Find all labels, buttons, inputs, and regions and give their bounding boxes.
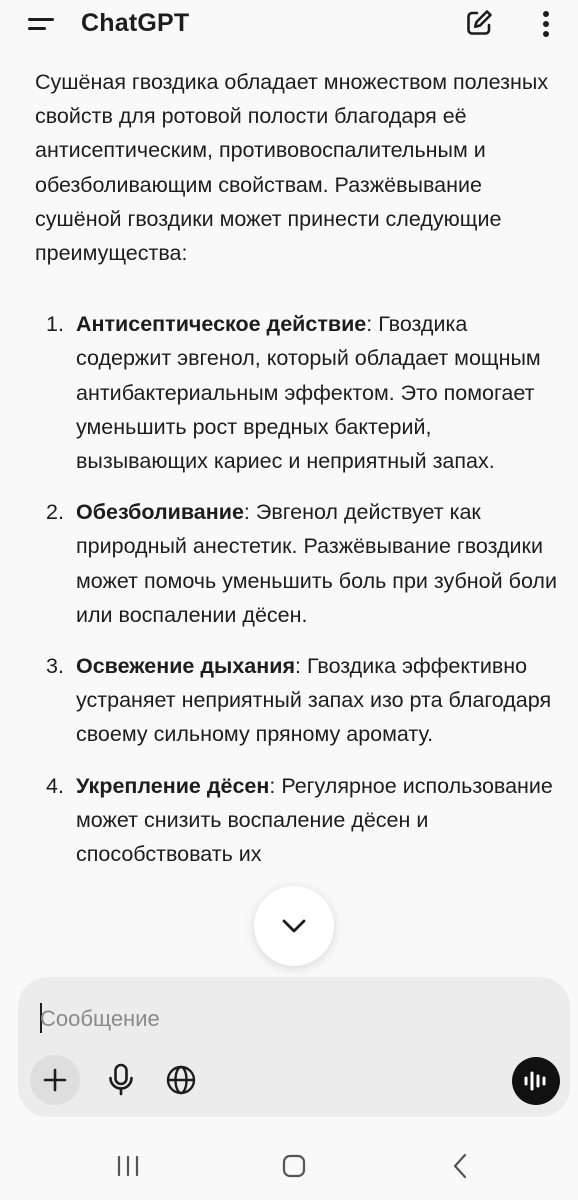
app-title: ChatGPT bbox=[81, 9, 190, 37]
list-item-number: 1. bbox=[46, 312, 64, 337]
add-attachment-button[interactable] bbox=[30, 1055, 80, 1105]
menu-icon-line bbox=[28, 27, 46, 30]
list-item-text: : Регулярное использование может снизить воспаление дёсен и способствовать их bbox=[76, 773, 553, 867]
mic-icon bbox=[106, 1063, 136, 1097]
list-item bbox=[35, 307, 560, 478]
list-item-title: Освежение дыхания bbox=[76, 654, 296, 679]
menu-button[interactable] bbox=[22, 9, 62, 41]
more-vertical-icon bbox=[532, 6, 560, 42]
edit-icon bbox=[462, 6, 496, 40]
list-item-text: : Эвгенол действует как природный анестетик. Разжёвывание гвоздики может помочь уменьшить боль при зубной боли или воспалении дёсен. bbox=[76, 500, 557, 627]
list-item-title: Обезболивание bbox=[76, 500, 244, 525]
new-chat-button[interactable] bbox=[462, 6, 496, 40]
scroll-down-button[interactable] bbox=[254, 886, 334, 966]
benefits-list bbox=[35, 307, 560, 871]
home-icon bbox=[270, 1148, 318, 1184]
globe-icon bbox=[165, 1064, 197, 1096]
list-item-title: Укрепление дёсен bbox=[76, 773, 270, 798]
nav-back-button[interactable] bbox=[436, 1148, 484, 1184]
top-bar bbox=[0, 0, 578, 50]
list-item-title: Антисептическое действие bbox=[76, 312, 367, 337]
dictate-button[interactable] bbox=[100, 1059, 142, 1101]
back-icon bbox=[436, 1148, 484, 1184]
list-item-number: 2. bbox=[46, 500, 64, 525]
chevron-down-icon bbox=[279, 911, 309, 941]
web-search-button[interactable] bbox=[160, 1059, 202, 1101]
assistant-message bbox=[35, 65, 560, 977]
list-item-number: 3. bbox=[46, 654, 64, 679]
list-item bbox=[35, 649, 560, 752]
list-item-text: : Гвоздика эффективно устраняет неприятный запах изо рта благодаря своему сильному пряному аромату. bbox=[76, 654, 552, 747]
list-item bbox=[35, 769, 560, 872]
nav-home-button[interactable] bbox=[270, 1148, 318, 1184]
nav-recents-button[interactable] bbox=[104, 1148, 152, 1184]
list-item bbox=[35, 495, 560, 632]
list-item-text: : Гвоздика содержит эвгенол, который обладает мощным антибактериальным эффектом. Это помогает уменьшить рост вредных бактерий, вызывающих кариес и неприятный запах. bbox=[76, 312, 541, 474]
voice-mode-button[interactable] bbox=[512, 1057, 560, 1105]
list-item-number: 4. bbox=[46, 773, 64, 798]
message-input[interactable] bbox=[40, 1001, 500, 1037]
recents-icon bbox=[104, 1148, 152, 1184]
system-navigation-bar bbox=[0, 1130, 578, 1200]
more-options-button[interactable] bbox=[532, 6, 560, 42]
message-intro: Сушёная гвоздика обладает множеством полезных свойств для ротовой полости благодаря её антисептическим, противовоспалительным и обезболивающим свойствам. Разжёвывание сушёной гвоздики может принести следующие преимущества: bbox=[35, 70, 549, 266]
waveform-icon bbox=[522, 1068, 550, 1094]
message-composer bbox=[18, 977, 570, 1117]
plus-icon bbox=[42, 1067, 68, 1093]
menu-icon bbox=[28, 18, 54, 21]
